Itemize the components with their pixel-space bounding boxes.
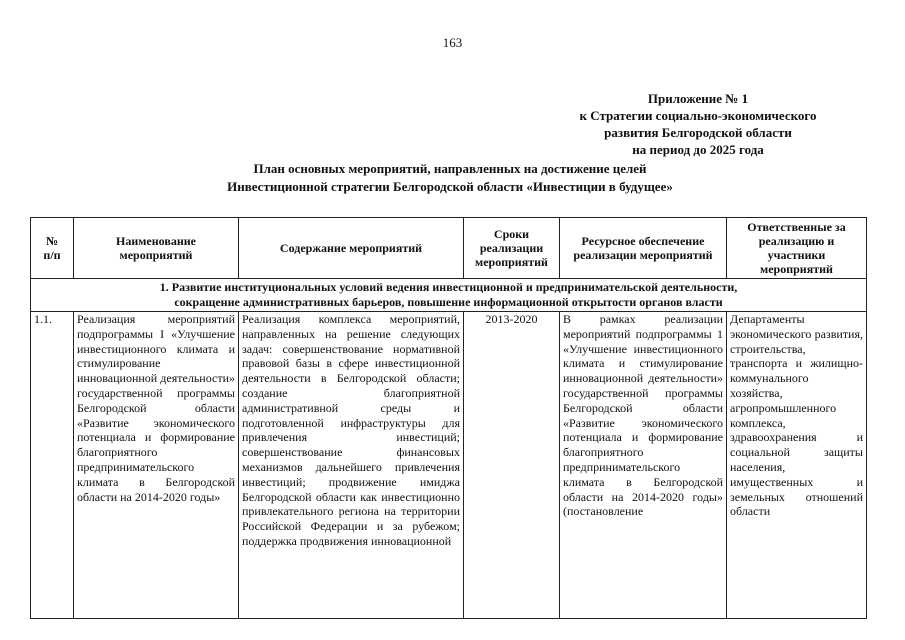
plan-table [30,217,867,619]
table-row [31,312,867,619]
header-terms: Сроки реализации мероприятий [464,218,560,279]
page-number: 163 [442,35,463,50]
appendix-line: на период до 2025 года [632,142,764,157]
table-header-row [31,218,867,279]
section-row [31,279,867,312]
appendix-title: Приложение № 1 [647,91,749,106]
plan-title-line: План основных мероприятий, направленных на достижение целей [253,161,647,176]
cell-content: Реализация комплекса мероприятий, направленных на решение следующих задач: совершенствование нормативной правовой базы в сфере инвестиционной деятельности в Белгородской области; создание благоприятной административной среды и подготовленной инфраструктуры для привлечения инвестиций; совершенствование финансовых механизмов дальнейшего привлечения инвестиций; продвижение имиджа Белгородской области как инвестиционно привлекательного региона на территории Российской Федерации и за рубежом; поддержка продвижения инновационной [239,312,464,619]
appendix-line: развития Белгородской области [604,125,792,140]
appendix-header [560,90,836,158]
cell-resources: В рамках реализации мероприятий подпрограммы 1 «Улучшение инвестиционного климата и стимулирование инновационной деятельности» государственной программы Белгородской области «Развитие экономического потенциала и формирование благоприятного предпринимательского климата в Белгородской области на 2014-2020 годы» (постановление [560,312,727,619]
plan-title-line: Инвестиционной стратегии Белгородской области «Инвестиции в будущее» [227,179,673,194]
section-title: 1. Развитие институциональных условий ведения инвестиционной и предпринимательской деятельности, сокращение административных барьеров, повышение информационной открытости органов власти [31,279,867,312]
header-num: № п/п [31,218,74,279]
plan-title [170,160,730,196]
cell-terms: 2013-2020 [464,312,560,619]
cell-responsible: Департаменты экономического развития, строительства, транспорта и жилищно-коммунального хозяйства, агропромышленного комплекса, здравоохранения и социальной защиты населения, имущественных и земельных отношений области [727,312,867,619]
header-responsible: Ответственные за реализацию и участники мероприятий [727,218,867,279]
header-content: Содержание мероприятий [239,218,464,279]
appendix-line: к Стратегии социально-экономического [579,108,817,123]
cell-name: Реализация мероприятий подпрограммы I «Улучшение инвестиционного климата и стимулирование инновационной деятельности» государственной программы Белгородской области «Развитие экономического потенциала и формирование благоприятного предпринимательского климата в Белгородской области на 2014-2020 годы» [74,312,239,619]
cell-num: 1.1. [31,312,74,619]
header-name: Наименование мероприятий [74,218,239,279]
header-resources: Ресурсное обеспечение реализации мероприятий [560,218,727,279]
